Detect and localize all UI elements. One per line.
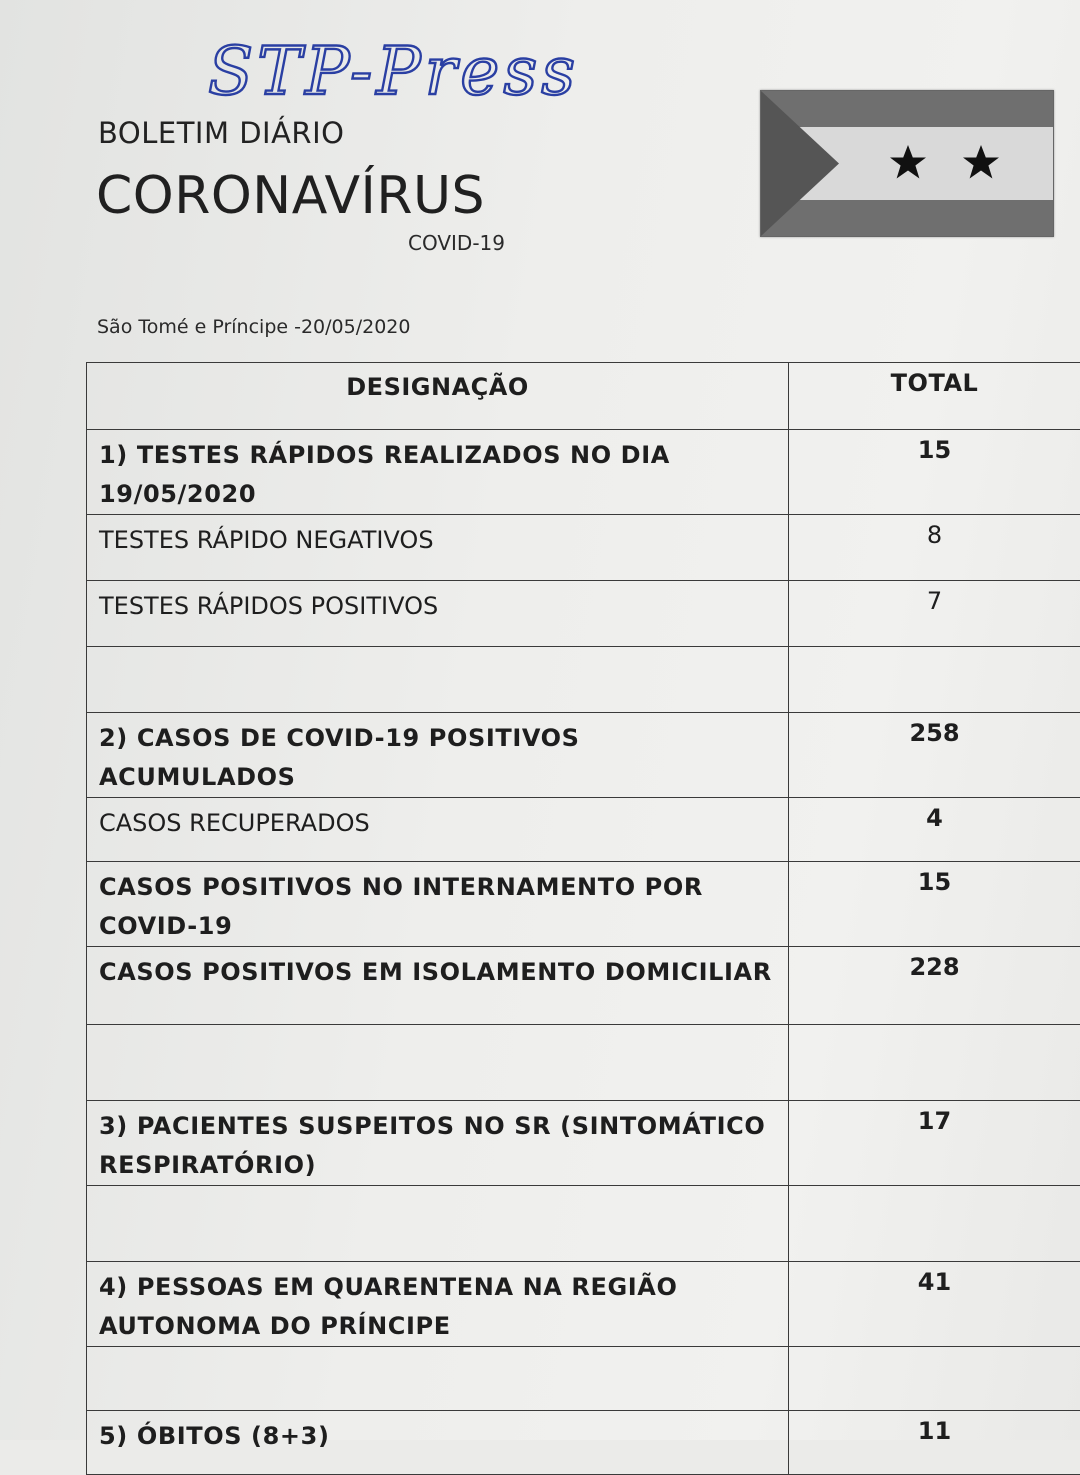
handwritten-text: STP-Press <box>208 33 579 110</box>
row-value <box>789 1186 1080 1262</box>
table-row <box>87 1411 1080 1475</box>
page-title: CORONAVÍRUS <box>96 166 485 226</box>
row-value: 17 <box>789 1101 1080 1186</box>
row-value: 15 <box>789 862 1080 947</box>
row-label: CASOS POSITIVOS EM ISOLAMENTO DOMICILIAR <box>87 947 789 1025</box>
designation-header <box>87 363 789 430</box>
sao-tome-flag <box>760 90 1054 237</box>
row-value: 11 <box>789 1411 1080 1475</box>
flag-stripe-bottom <box>761 200 1053 236</box>
table-row <box>87 1101 1080 1186</box>
row-value <box>789 647 1080 713</box>
table-row-empty <box>87 1186 1080 1262</box>
table-row <box>87 430 1080 515</box>
row-label <box>87 647 789 713</box>
designation-header-label: DESIGNAÇÃO <box>87 363 788 401</box>
row-label: 4) PESSOAS EM QUARENTENA NA REGIÃO AUTONOMA DO PRÍNCIPE <box>87 1262 789 1347</box>
flag-graphic <box>761 91 1053 236</box>
bulletin-table <box>86 362 1080 1475</box>
page-subtitle: COVID-19 <box>408 231 505 255</box>
row-label <box>87 1347 789 1411</box>
total-header <box>789 363 1080 430</box>
table-row <box>87 947 1080 1025</box>
row-label: 1) TESTES RÁPIDOS REALIZADOS NO DIA 19/05/2020 <box>87 430 789 515</box>
row-label: 3) PACIENTES SUSPEITOS NO SR (SINTOMÁTICO RESPIRATÓRIO) <box>87 1101 789 1186</box>
table-row <box>87 1262 1080 1347</box>
table-row <box>87 515 1080 581</box>
handwritten-signature-drawing <box>200 22 630 122</box>
row-value <box>789 1025 1080 1101</box>
row-value: 15 <box>789 430 1080 515</box>
table-row-empty <box>87 647 1080 713</box>
row-value: 41 <box>789 1262 1080 1347</box>
table-row <box>87 581 1080 647</box>
table-row-empty <box>87 1347 1080 1411</box>
table-header-row <box>87 363 1080 430</box>
handwritten-signature <box>200 22 630 122</box>
row-value: 228 <box>789 947 1080 1025</box>
table-row <box>87 862 1080 947</box>
row-label <box>87 1186 789 1262</box>
table-row-empty <box>87 1025 1080 1101</box>
row-value: 7 <box>789 581 1080 647</box>
row-label: 2) CASOS DE COVID-19 POSITIVOS ACUMULADOS <box>87 713 789 798</box>
row-label: CASOS RECUPERADOS <box>87 798 789 862</box>
row-label: CASOS POSITIVOS NO INTERNAMENTO POR COVID-19 <box>87 862 789 947</box>
flag-stripe-top <box>761 91 1053 127</box>
row-label: 5) ÓBITOS (8+3) <box>87 1411 789 1475</box>
row-label: TESTES RÁPIDO NEGATIVOS <box>87 515 789 581</box>
row-label <box>87 1025 789 1101</box>
row-label: TESTES RÁPIDOS POSITIVOS <box>87 581 789 647</box>
location-date: São Tomé e Príncipe -20/05/2020 <box>97 316 410 338</box>
bulletin-label: BOLETIM DIÁRIO <box>98 116 344 150</box>
row-value: 4 <box>789 798 1080 862</box>
row-value: 258 <box>789 713 1080 798</box>
total-header-label: TOTAL <box>789 363 1080 397</box>
table-row <box>87 798 1080 862</box>
table-row <box>87 713 1080 798</box>
row-value: 8 <box>789 515 1080 581</box>
row-value <box>789 1347 1080 1411</box>
